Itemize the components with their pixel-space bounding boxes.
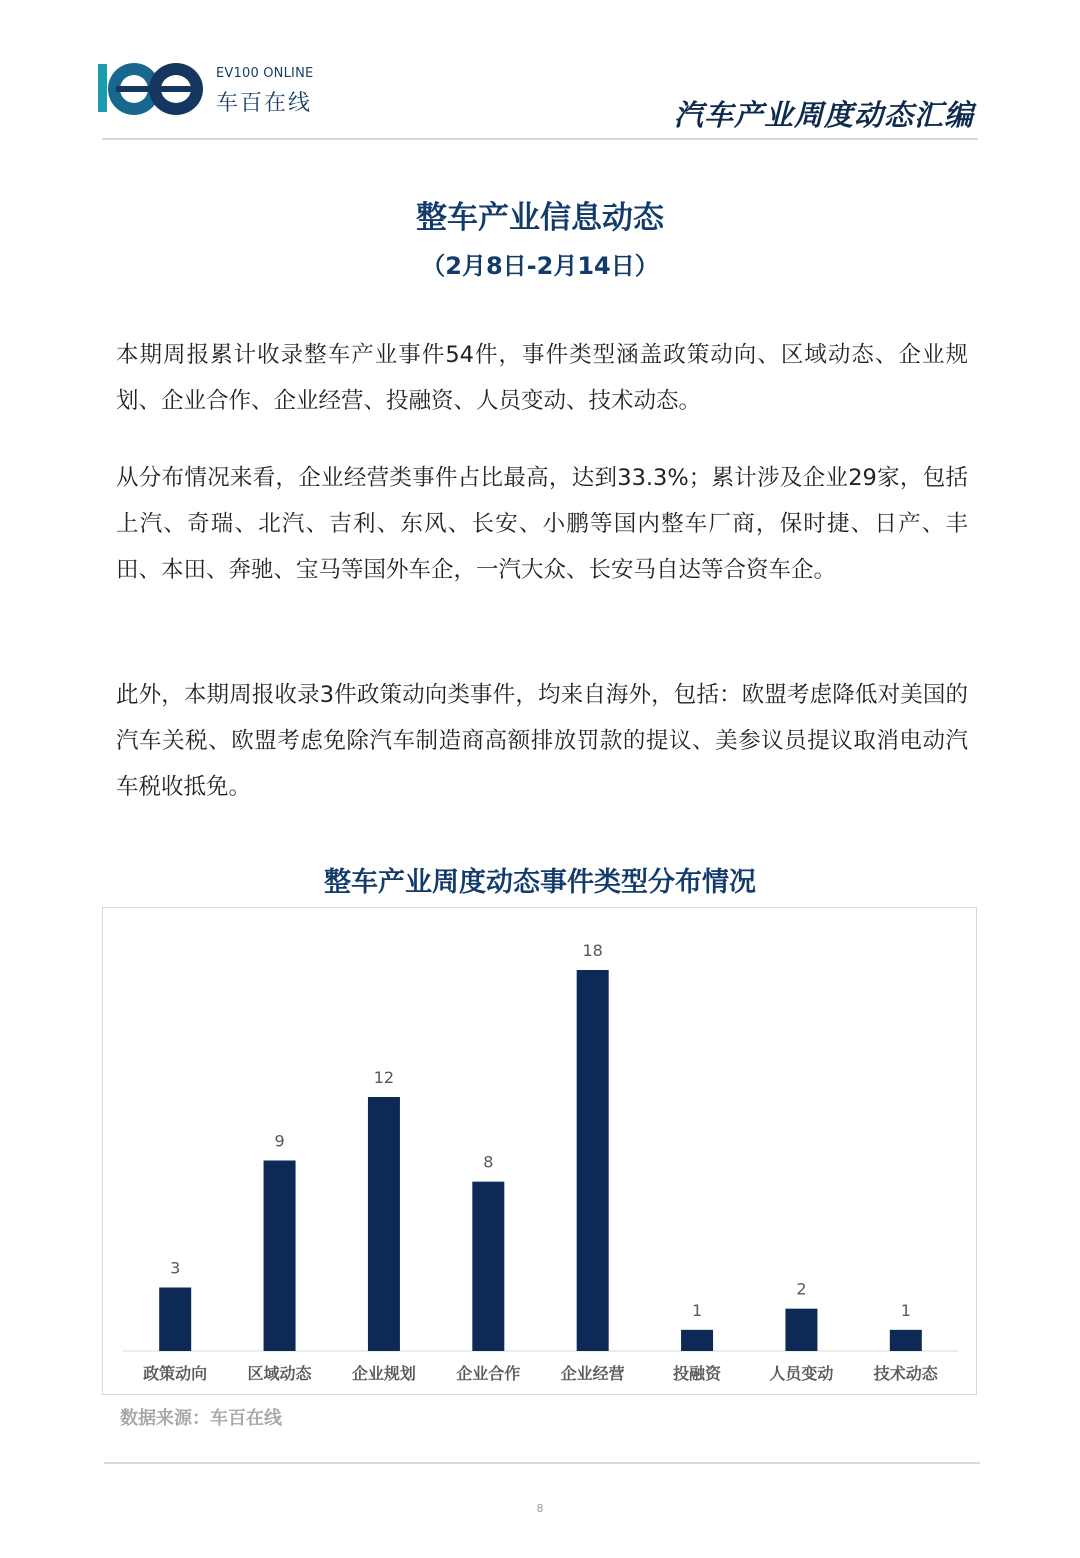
data-label-1: 9 — [274, 1131, 285, 1151]
page-number: 8 — [536, 1502, 544, 1515]
paragraph-distribution: 从分布情况来看，企业经营类事件占比最高，达到33.3%；累计涉及企业29家，包括上汽、奇瑞、北汽、吉利、东风、长安、小鹏等国内整车厂商，保时捷、日产、丰田、本田、奔驰、宝马等国外车企，一汽大众、长安马自达等合资车企。 — [116, 465, 968, 583]
category-label-2: 企业规划 — [351, 1364, 416, 1383]
bar-5 — [681, 1330, 713, 1351]
category-label-1: 区域动态 — [247, 1364, 312, 1383]
page-subtitle: （2月8日-2月14日） — [421, 252, 659, 280]
data-label-6: 2 — [796, 1279, 807, 1299]
page-header — [0, 0, 1080, 142]
data-label-7: 1 — [900, 1300, 911, 1320]
category-label-7: 技术动态 — [873, 1364, 938, 1383]
bar-4 — [577, 970, 609, 1351]
category-label-6: 人员变动 — [769, 1364, 834, 1383]
chart-title: 整车产业周度动态事件类型分布情况 — [324, 867, 756, 898]
footer-divider — [104, 1462, 980, 1464]
bar-1 — [264, 1161, 296, 1352]
bar-2 — [368, 1097, 400, 1351]
series-title: 汽车产业周度动态汇编 — [673, 98, 974, 132]
data-label-5: 1 — [691, 1300, 703, 1320]
brand-chinese: 车百在线 — [216, 91, 313, 116]
category-label-4: 企业经营 — [560, 1364, 625, 1383]
ev100-logo — [96, 58, 206, 120]
data-label-3: 8 — [483, 1152, 494, 1172]
page-title: 整车产业信息动态 — [416, 200, 664, 236]
paragraph-summary: 本期周报累计收录整车产业事件54件，事件类型涵盖政策动向、区域动态、企业规划、企业合作、企业经营、投融资、人员变动、技术动态。 — [116, 342, 968, 414]
paragraph-policy: 此外，本期周报收录3件政策动向类事件，均来自海外，包括：欧盟考虑降低对美国的汽车关税、欧盟考虑免除汽车制造商高额排放罚款的提议、美参议员提议取消电动汽车税收抵免。 — [116, 682, 968, 800]
bar-chart-canvas — [103, 908, 978, 1396]
data-label-0: 3 — [170, 1258, 181, 1278]
brand-english: EV100 ONLINE — [216, 66, 314, 81]
data-source: 数据来源：车百在线 — [120, 1408, 282, 1429]
category-label-0: 政策动向 — [143, 1364, 208, 1383]
data-label-4: 18 — [582, 941, 603, 960]
data-label-2: 12 — [373, 1068, 395, 1087]
category-label-5: 投融资 — [673, 1364, 722, 1383]
bar-7 — [890, 1330, 922, 1351]
header-divider — [102, 138, 978, 140]
bar-chart — [102, 907, 977, 1395]
bar-3 — [472, 1182, 504, 1351]
bar-0 — [159, 1288, 191, 1352]
category-label-3: 企业合作 — [456, 1364, 521, 1383]
bar-6 — [785, 1309, 817, 1351]
